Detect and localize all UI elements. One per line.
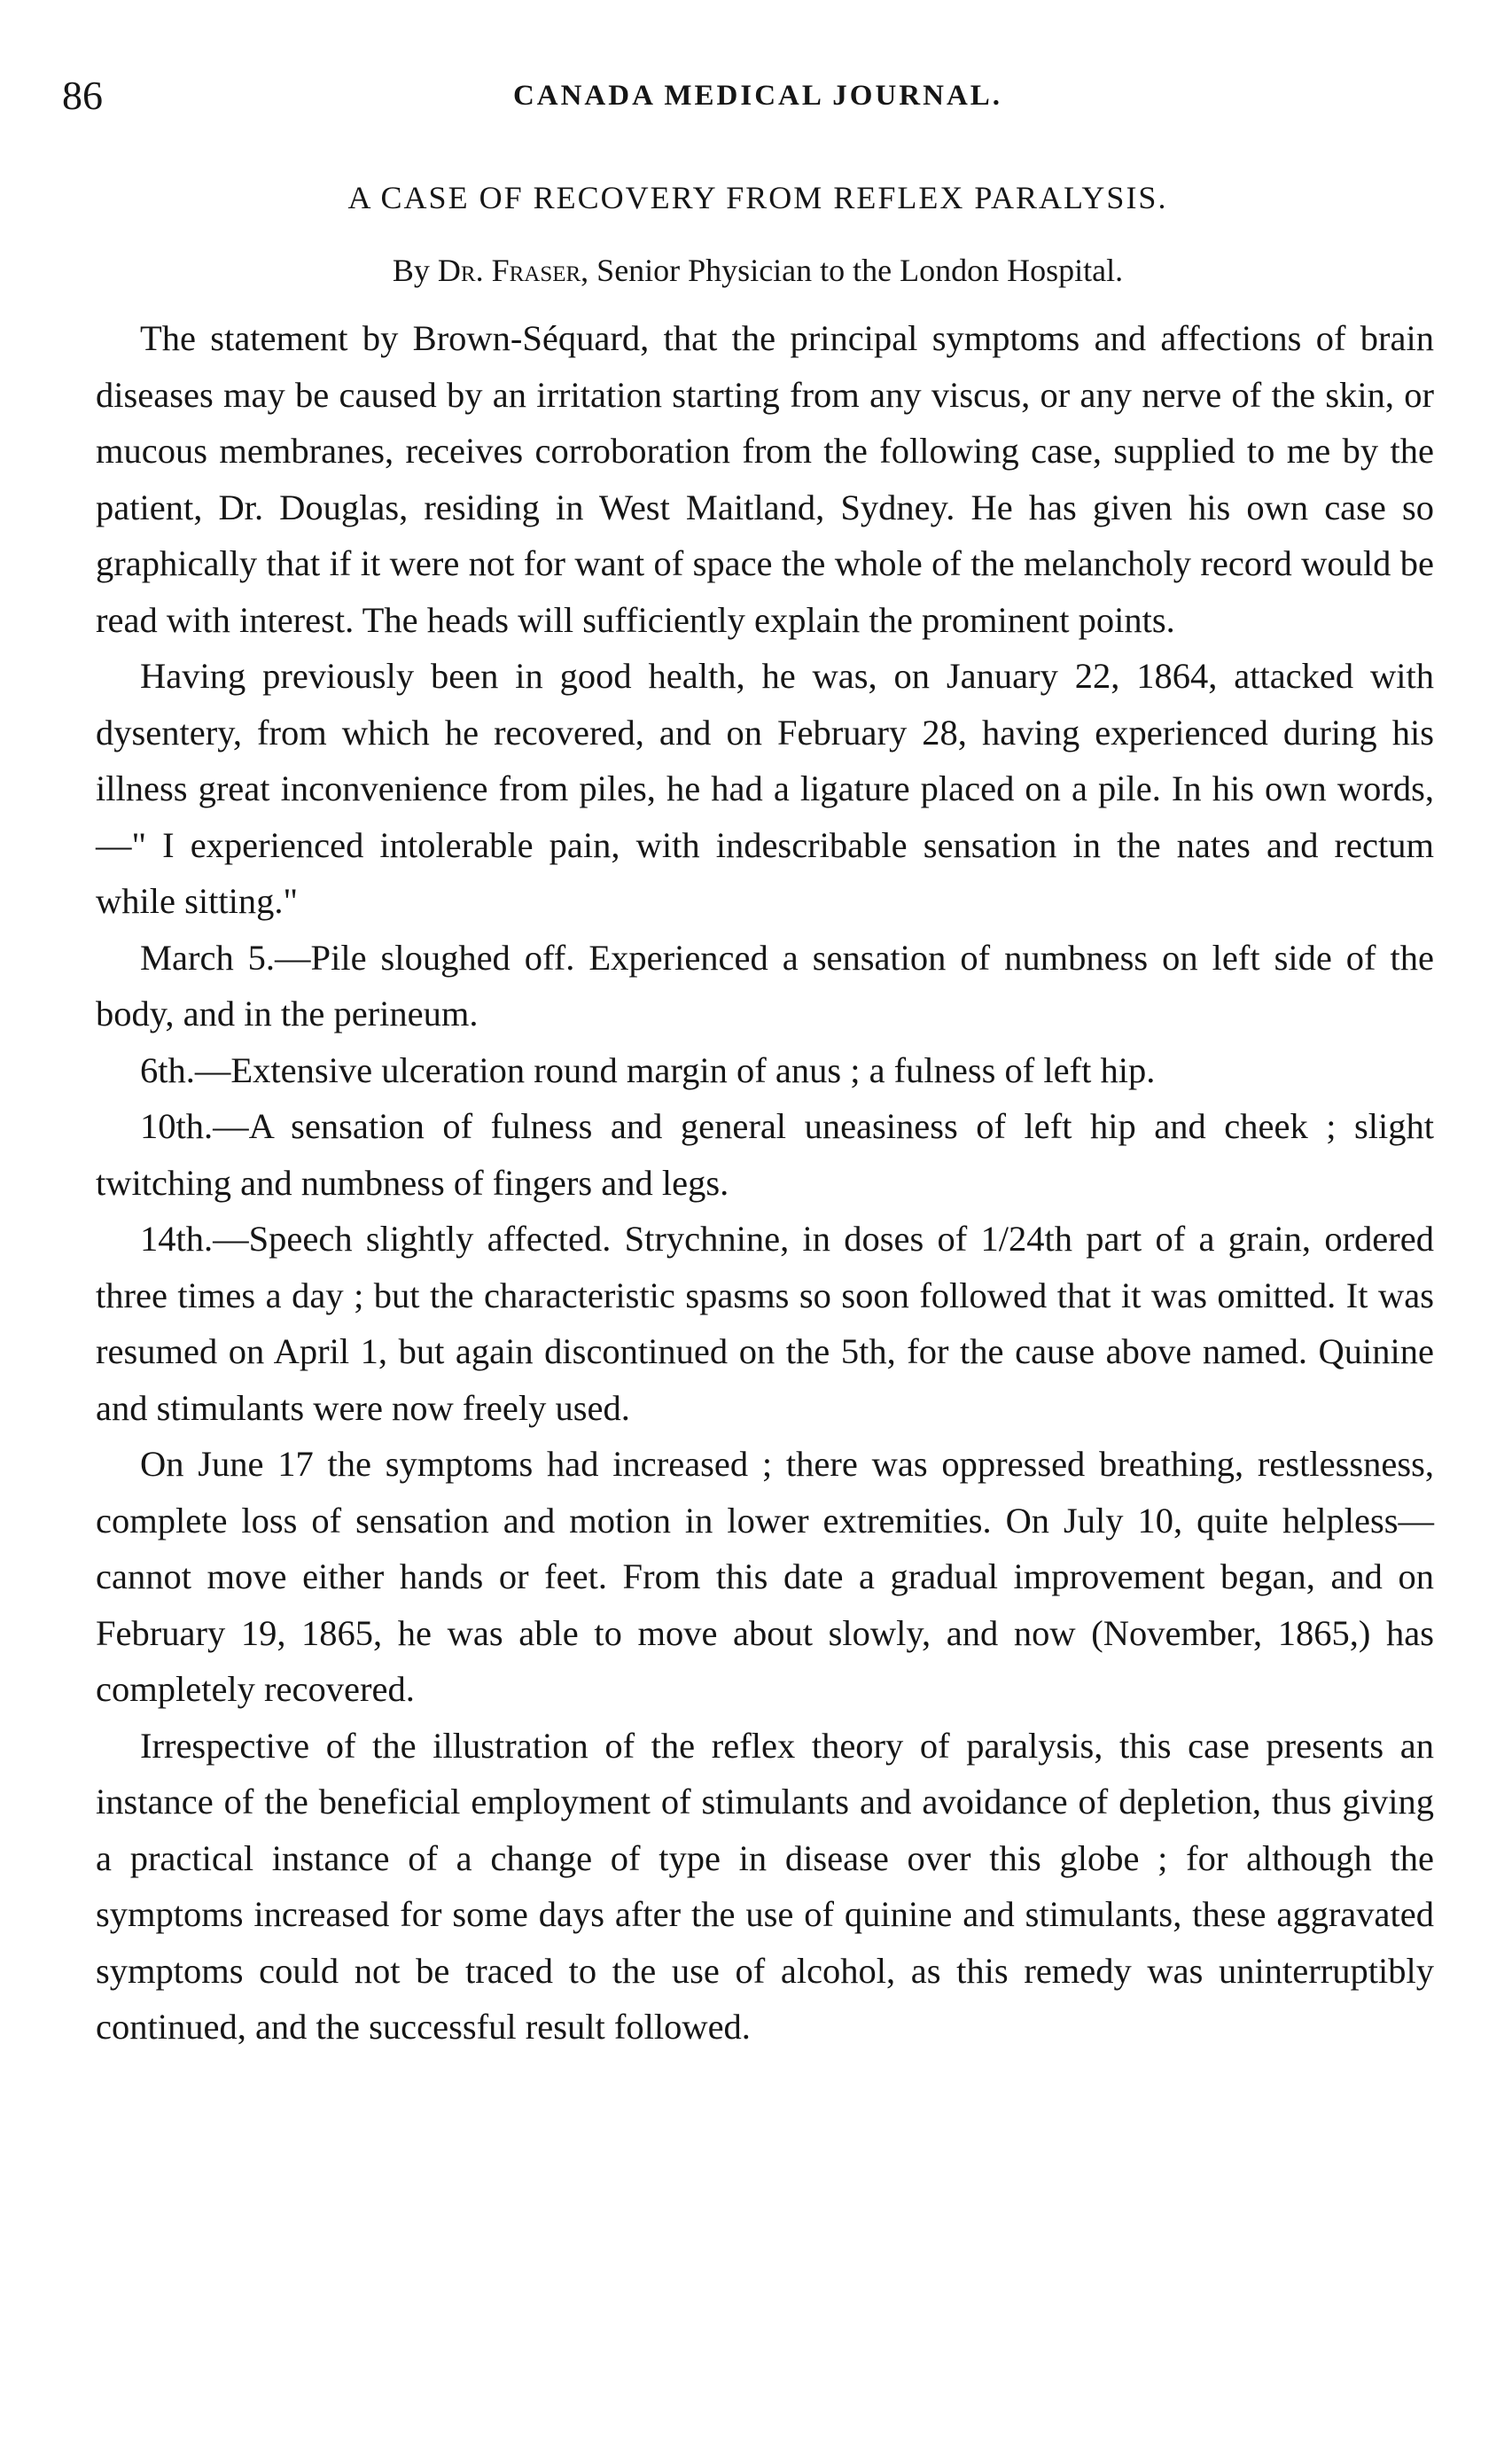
journal-title: CANADA MEDICAL JOURNAL. bbox=[512, 80, 1003, 112]
paragraph-10th: 10th.—A sensation of fulness and general uneasiness of left hip and cheek ; slight twitching and numbness of fingers and legs. bbox=[96, 1106, 1434, 1203]
paragraph-march-5: March 5.—Pile sloughed off. Experienced a sensation of numbness on left side of the body, and in the perineum. bbox=[96, 937, 1434, 1033]
paragraph-14th: 14th.—Speech slightly affected. Strychnine, in doses of 1/24th part of a grain, ordered three times a day ; but the characteristic spasms so soon followed that it was omitted. It was resumed on April 1, but again discontinued on the 5th, for the cause above named. Quinine and stimulants were now freely used. bbox=[96, 1219, 1434, 1428]
byline bbox=[62, 248, 1454, 292]
byline-author: Dr. Fraser, bbox=[437, 253, 589, 288]
paragraph-june-17: On June 17 the symptoms had increased ; there was oppressed breathing, restlessness, complete loss of sensation and motion in lower extremities. On July 10, quite helpless—cannot move either hands or feet. From this date a gradual improvement began, and on February 19, 1865, he was able to move about slowly, and now (November, 1865,) has completely recovered. bbox=[96, 1444, 1434, 1709]
paragraph-intro: The statement by Brown-Séquard, that the principal symptoms and affections of brain diseases may be caused by an irritation starting from any viscus, or any nerve of the skin, or mucous membranes, receives corroboration from the following case, supplied to me by the patient, Dr. Douglas, residing in West Maitland, Sydney. He has given his own case so graphically that if it were not for want of space the whole of the melancholy record would be read with interest. The heads will sufficiently explain the prominent points. bbox=[96, 318, 1434, 640]
paragraph-history: Having previously been in good health, he was, on January 22, 1864, attacked with dysentery, from which he recovered, and on February 28, having experienced during his illness great inconvenience from piles, he had a ligature placed on a pile. In his own words,—" I experienced intolerable pain, with indescribable sensation in the nates and rectum while sitting." bbox=[96, 656, 1434, 921]
paragraph-6th: 6th.—Extensive ulceration round margin of anus ; a fulness of left hip. bbox=[140, 1049, 1156, 1090]
byline-prefix: By bbox=[392, 253, 438, 288]
byline-affiliation: Senior Physician to the London Hospital. bbox=[588, 253, 1124, 288]
page-number: 86 bbox=[62, 73, 103, 118]
article-body bbox=[96, 310, 1434, 2055]
article-title: A CASE OF RECOVERY FROM REFLEX PARALYSIS. bbox=[347, 180, 1168, 215]
paragraph-conclusion: Irrespective of the illustration of the reflex theory of paralysis, this case presents an instance of the beneficial employment of stimulants and avoidance of depletion, thus giving a practical instance of a change of type in disease over this globe ; for although the symptoms increased for some days after the use of quinine and stimulants, these aggravated symptoms could not be traced to the use of alcohol, as this remedy was uninterruptibly continued, and the successful result followed. bbox=[96, 1725, 1434, 2047]
running-head bbox=[62, 69, 1454, 122]
